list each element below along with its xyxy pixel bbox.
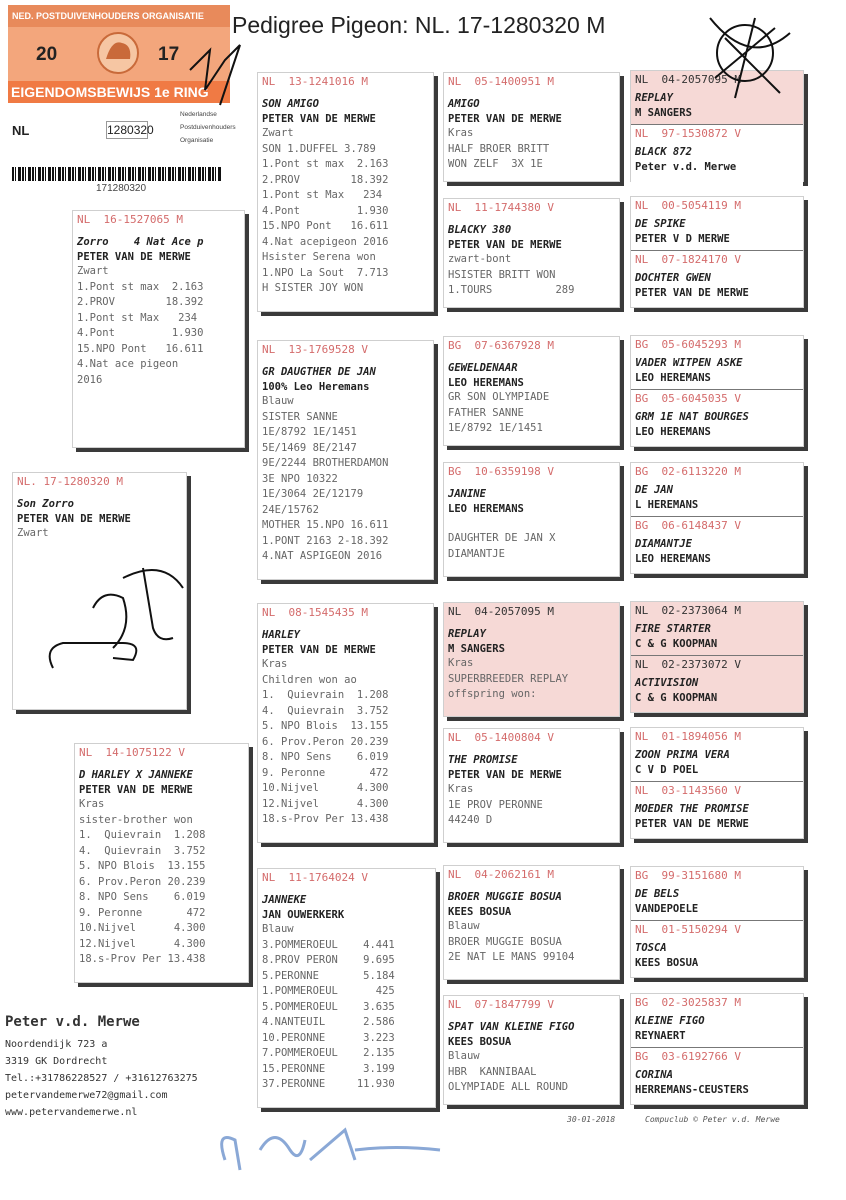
info-line: DAUGHTER DE JAN X [448,532,556,544]
info-line: Blauw [448,920,480,932]
info-line: 4.Pont 1.930 [77,327,204,339]
barcode [12,167,222,181]
breeder: PETER VAN DE MERWE [262,644,376,656]
footer-copyright: Compuclub © Peter v.d. Merwe [645,1115,780,1124]
ring-number: BG 02-3025837 M [635,996,741,1009]
info-line: 10.Nijvel 4.300 [262,782,389,794]
pigeon-name: VADER WITPEN ASKE [635,357,743,369]
pair-box-5 [630,601,804,713]
info-line: 1E/3064 2E/12179 [262,488,364,500]
info-line: 44240 D [448,814,493,826]
info-line: 8. NPO Sens 6.019 [262,751,389,763]
barcode-number: 171280320 [96,183,147,194]
info-line: 1.NPO La Sout 7.713 [262,266,389,279]
info-line: Kras [262,658,288,670]
card-org-line: Postduivenhouders [180,124,236,131]
contact-website[interactable]: www.petervandemerwe.nl [5,1107,138,1118]
info-line: 5E/1469 8E/2147 [262,441,357,454]
pigeon-name: AMIGO [448,98,480,110]
breeder: PETER VAN DE MERWE [635,287,749,299]
breeder: KEES BOSUA [448,906,512,918]
info-line: 1. Quievrain 1.208 [262,689,389,701]
info-line: HSISTER BRITT WON [448,268,556,281]
ring-number: BG 02-6113220 M [635,465,741,478]
info-line: OLYMPIADE ALL ROUND [448,1081,569,1093]
pair-box-2 [630,196,804,308]
pigeon-mmm [443,995,620,1105]
info-line: 15.NPO Pont 16.611 [262,220,389,232]
contact-name: Peter v.d. Merwe [5,1014,140,1030]
pigeon-name: ACTIVISION [635,677,699,689]
info-line: 8.PROV PERON 9.695 [262,954,395,966]
ring-number: BG 07-6367928 M [448,339,554,352]
info-line: 7.POMMEROEUL 2.135 [262,1047,395,1059]
pigeon-father-father [257,72,434,312]
info-line: Blauw [262,395,294,407]
pigeon-name: CORINA [635,1069,673,1081]
footer-date: 30-01-2018 [567,1115,616,1124]
pigeon-name: DE SPIKE [635,218,686,230]
info-line: MOTHER 15.NPO 16.611 [262,519,389,531]
breeder: VANDEPOELE [635,903,699,915]
info-line: 4. Quievrain 3.752 [79,844,206,857]
pigeon-mfm [443,728,620,843]
pigeon-name: Zorro 4 Nat Ace p [77,236,204,248]
info-line: HALF BROER BRITT [448,142,550,155]
info-line: 12.Nijvel 4.300 [79,937,206,950]
info-line: 15.PERONNE 3.199 [262,1062,395,1075]
pigeon-name: HARLEY [262,629,300,641]
pair-box-8 [630,993,804,1105]
pigeon-name: DE BELS [635,888,680,900]
ring-number: NL 04-2057095 M [635,73,741,86]
pigeon-name: THE PROMISE [448,754,518,766]
info-line: 1.PONT 2163 2-18.392 [262,534,389,547]
breeder: REYNAERT [635,1030,686,1042]
ring-number: BG 99-3151680 M [635,869,741,882]
card-header: NED. POSTDUIVENHOUDERS ORGANISATIE [8,5,230,27]
pigeon-mff [443,602,620,717]
pigeon-name: D HARLEY X JANNEKE [79,769,193,781]
info-line: 6. Prov.Peron 20.239 [262,735,389,748]
info-line: Children won ao [262,673,357,686]
info-line: 5.POMMEROEUL 3.635 [262,1000,395,1013]
info-line: Hsister Serena won [262,251,376,263]
info-line: SUPERBREEDER REPLAY [448,672,569,685]
pigeon-father-mother [257,340,434,580]
ring-number: NL 97-1530872 V [635,127,741,140]
ring-number: NL 01-5150294 V [635,923,741,936]
info-line: 15.NPO Pont 16.611 [77,342,204,355]
info-line: 1.Pont st Max 234 [77,311,198,324]
card-ring-number: 1280320 [107,123,154,137]
info-line: 24E/15762 [262,503,319,516]
pigeon-name: ZOON PRIMA VERA [635,749,730,761]
info-line: Zwart [262,127,294,139]
ring-number: NL 14-1075122 V [79,746,185,759]
breeder: KEES BOSUA [635,957,699,969]
signature-bottom [215,1120,445,1180]
info-line: 18.s-Prov Per 13.438 [262,813,389,825]
pigeon-name: KLEINE FIGO [635,1015,705,1027]
breeder: M SANGERS [635,107,692,119]
pigeon-name: SPAT VAN KLEINE FIGO [448,1021,575,1033]
breeder: PETER VAN DE MERWE [448,769,562,781]
breeder: PETER VAN DE MERWE [79,784,193,796]
info-line: SISTER SANNE [262,410,338,423]
pigeon-father [72,210,245,448]
ring-number: NL 02-2373072 V [635,658,741,671]
breeder: LEO HEREMANS [635,426,711,438]
breeder: PETER VAN DE MERWE [635,818,749,830]
info-line: 1E PROV PERONNE [448,798,543,811]
ring-number: BG 10-6359198 V [448,465,554,478]
breeder: C V D POEL [635,764,699,776]
page-title: Pedigree Pigeon: NL. 17-1280320 M [232,12,606,38]
lion-crest-icon [88,29,148,77]
pigeon-ffm [443,198,620,308]
pair-box-3 [630,335,804,447]
info-line: Kras [448,783,474,795]
info-line: 4.Nat acepigeon 2016 [262,235,389,248]
breeder: PETER VAN DE MERWE [262,113,376,125]
breeder: 100% Leo Heremans [262,381,370,393]
pen-scribble-top [180,40,250,110]
breeder: PETER VAN DE MERWE [17,513,131,525]
info-line: BROER MUGGIE BOSUA [448,935,562,948]
signature [33,548,193,688]
info-line: 9. Peronne 472 [79,906,206,919]
pigeon-name: REPLAY [635,92,673,104]
signature-top-right [695,8,805,108]
ring-number: NL 13-1241016 M [262,75,368,88]
pigeon-name: FIRE STARTER [635,623,711,635]
contact-block [5,1012,198,1121]
info-line: 1. Quievrain 1.208 [79,829,206,841]
card-org-line: Organisatie [180,137,214,144]
info-line: Kras [448,657,474,669]
breeder: PETER VAN DE MERWE [448,113,562,125]
ring-number: NL 07-1824170 V [635,253,741,266]
info-line: 3E NPO 10322 [262,472,338,485]
pigeon-name: BLACK 872 [635,146,692,158]
info-line: 4.Nat ace pigeon [77,358,179,370]
breeder: C & G KOOPMAN [635,638,718,650]
info-line: 2.PROV 18.392 [77,296,204,308]
info-line: 1.Pont st max 2.163 [77,280,204,293]
pigeon-mother [74,743,249,983]
pigeon-fmf [443,336,620,446]
contact-city: 3319 GK Dordrecht [5,1056,108,1067]
breeder: PETER VAN DE MERWE [77,251,191,263]
ring-number: NL 04-2062161 M [448,868,554,881]
breeder: L HEREMANS [635,499,699,511]
breeder: Peter v.d. Merwe [635,161,737,173]
info-line: 1.Pont st max 2.163 [262,158,389,170]
info-line: 10.Nijvel 4.300 [79,922,206,934]
info-line: zwart-bont [448,253,512,265]
info-line: 4.Pont 1.930 [262,204,389,217]
pigeon-name: SON AMIGO [262,98,319,110]
pigeon-fmm [443,462,620,577]
info-line: Blauw [262,923,294,935]
info-line: Kras [79,798,105,810]
breeder: C & G KOOPMAN [635,692,718,704]
pigeon-name: GRM 1E NAT BOURGES [635,411,749,423]
breeder: HERREMANS-CEUSTERS [635,1084,749,1096]
ring-number: NL 08-1545435 M [262,606,368,619]
ring-number: NL 00-5054119 M [635,199,741,212]
pigeon-name: JANNEKE [262,894,307,906]
breeder: PETER V D MERWE [635,233,730,245]
contact-phone: Tel.:+31786228527 / +31612763275 [5,1073,198,1084]
info-line: 6. Prov.Peron 20.239 [79,875,206,888]
info-line: HBR KANNIBAAL [448,1065,537,1078]
ring-number: NL 05-1400804 V [448,731,554,744]
breeder: LEO HEREMANS [635,372,711,384]
ring-number: NL 11-1744380 V [448,201,554,214]
ring-number: NL 02-2373064 M [635,604,741,617]
breeder: LEO HEREMANS [448,503,524,515]
info-line: H SISTER JOY WON [262,282,364,294]
info-line: 5. NPO Blois 13.155 [262,720,389,732]
info-line: 10.PERONNE 3.223 [262,1031,395,1044]
info-line: 12.Nijvel 4.300 [262,797,389,810]
pigeon-name: TOSCA [635,942,667,954]
info-line: 5. NPO Blois 13.155 [79,860,206,872]
ring-number: NL 05-1400951 M [448,75,554,88]
breeder: PETER VAN DE MERWE [448,239,562,251]
card-country: NL [12,123,30,138]
info-line: 1.TOURS 289 [448,284,575,296]
ring-number: NL 03-1143560 V [635,784,741,797]
pigeon-name: DE JAN [635,484,673,496]
info-line: Zwart [17,527,49,539]
card-year-right: 17 [158,44,180,65]
info-line: Zwart [77,265,109,277]
contact-email[interactable]: petervandemerwe72@gmail.com [5,1090,168,1101]
info-line: 1E/8792 1E/1451 [262,426,357,438]
info-line: 3.POMMEROEUL 4.441 [262,938,395,951]
info-line: 4. Quievrain 3.752 [262,704,389,717]
info-line: 5.PERONNE 5.184 [262,969,395,982]
info-line: 4.NANTEUIL 2.586 [262,1016,395,1028]
info-line: 1E/8792 1E/1451 [448,422,543,434]
pair-box-6 [630,727,804,839]
ring-number: BG 05-6045293 M [635,338,741,351]
breeder: LEO HEREMANS [635,553,711,565]
info-line: 2E NAT LE MANS 99104 [448,951,575,963]
contact-address: Noordendijk 723 a [5,1039,108,1050]
ring-number: BG 05-6045035 V [635,392,741,405]
info-line: 9. Peronne 472 [262,766,389,779]
breeder: JAN OUWERKERK [262,909,345,921]
pigeon-name: DOCHTER GWEN [635,272,711,284]
info-line: offspring won: [448,688,537,700]
info-line: DIAMANTJE [448,547,505,560]
pigeon-name: Son Zorro [17,498,74,510]
breeder: KEES BOSUA [448,1036,512,1048]
ring-number: BG 03-6192766 V [635,1050,741,1063]
info-line: WON ZELF 3X 1E [448,158,543,170]
card-band-title: EIGENDOMSBEWIJS 1e RING [8,81,230,103]
info-line: 18.s-Prov Per 13.438 [79,953,206,965]
info-line: 4.NAT ASPIGEON 2016 [262,550,383,562]
pigeon-name: GR DAUGTHER DE JAN [262,366,376,378]
info-line: 8. NPO Sens 6.019 [79,891,206,903]
pigeon-mother-father [257,603,434,843]
ring-number: NL 11-1764024 V [262,871,368,884]
card-org-line: Nederlandse [180,111,217,118]
pigeon-mother-mother [257,868,436,1108]
ring-number: NL 04-2057095 M [448,605,554,618]
breeder: M SANGERS [448,643,505,655]
ring-number: NL. 17-1280320 M [17,475,123,488]
info-line: 2016 [77,373,103,386]
pigeon-name: MOEDER THE PROMISE [635,803,749,815]
pigeon-fff [443,72,620,182]
pigeon-name: DIAMANTJE [635,538,692,550]
card-year-left: 20 [36,44,58,65]
pigeon-main [12,472,187,710]
info-line: 1.POMMEROEUL 425 [262,985,395,997]
pair-box-4 [630,462,804,574]
pigeon-name: GEWELDENAAR [448,362,518,374]
pigeon-mmf [443,865,620,980]
breeder: LEO HEREMANS [448,377,524,389]
ring-number: NL 07-1847799 V [448,998,554,1011]
info-line: 1.Pont st Max 234 [262,189,383,201]
info-line: 2.PROV 18.392 [262,173,389,186]
info-line: sister-brother won [79,813,193,826]
info-line: Kras [448,127,474,139]
info-line: Blauw [448,1050,480,1062]
info-line: FATHER SANNE [448,406,524,419]
info-line: 37.PERONNE 11.930 [262,1078,395,1090]
pair-box-7 [630,866,804,978]
pigeon-name: REPLAY [448,628,486,640]
pigeon-name: JANINE [448,488,486,500]
ring-number: NL 13-1769528 V [262,343,368,356]
pigeon-name: BROER MUGGIE BOSUA [448,891,562,903]
info-line: GR SON OLYMPIADE [448,391,550,403]
pigeon-name: BLACKY 380 [448,224,512,236]
card-organisation [180,108,236,147]
info-line: 9E/2244 BROTHERDAMON [262,457,389,469]
info-line: SON 1.DUFFEL 3.789 [262,142,376,155]
ring-number: NL 16-1527065 M [77,213,183,226]
ring-number: BG 06-6148437 V [635,519,741,532]
ring-number: NL 01-1894056 M [635,730,741,743]
